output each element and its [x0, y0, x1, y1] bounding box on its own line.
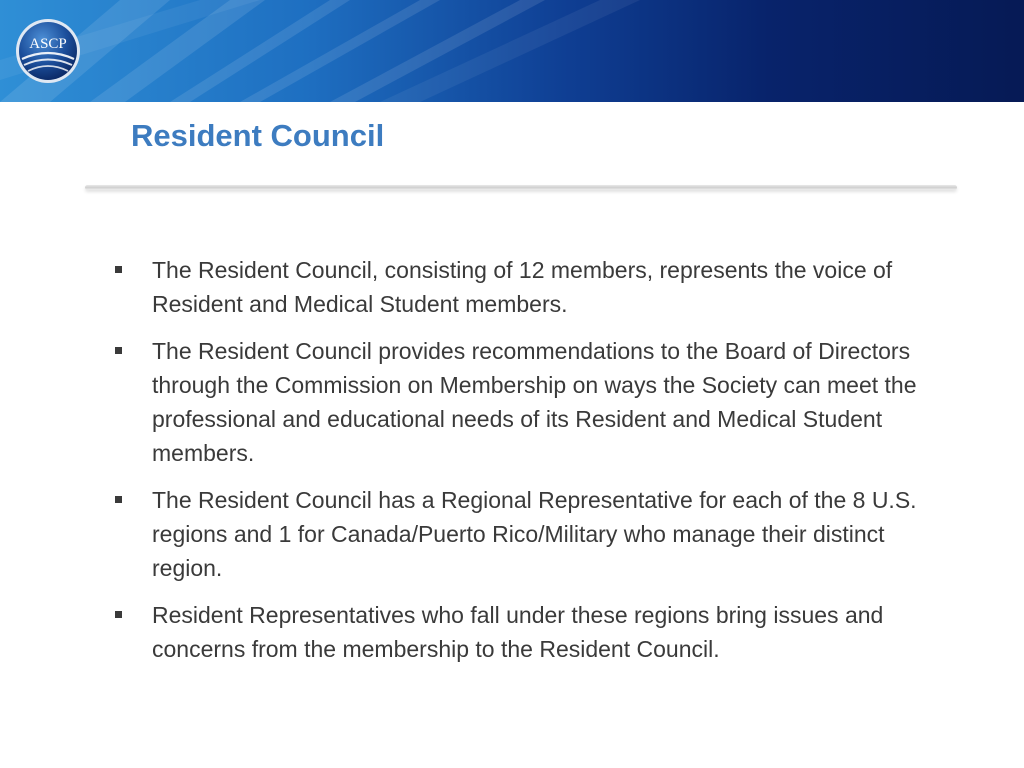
- bullet-item: [111, 334, 941, 470]
- bullet-list: [111, 253, 941, 679]
- bullet-item: [111, 483, 941, 585]
- bullet-text: The Resident Council, consisting of 12 members, represents the voice of Resident and Medical Student members.: [152, 257, 893, 317]
- square-bullet-icon: [115, 611, 122, 618]
- banner-streaks-decoration: [0, 0, 1024, 102]
- slide-title: Resident Council: [131, 118, 385, 153]
- square-bullet-icon: [115, 347, 122, 354]
- header-banner: [0, 0, 1024, 102]
- square-bullet-icon: [115, 266, 122, 273]
- square-bullet-icon: [115, 496, 122, 503]
- svg-text:ASCP: ASCP: [29, 36, 67, 52]
- bullet-item: [111, 253, 941, 321]
- bullet-text: The Resident Council provides recommendations to the Board of Directors through the Commission on Membership on ways the Society can meet the professional and educational needs of its Resident and Medical Student members.: [152, 338, 917, 466]
- bullet-text: Resident Representatives who fall under these regions bring issues and concerns from the membership to the Resident Council.: [152, 602, 884, 662]
- bullet-text: The Resident Council has a Regional Representative for each of the 8 U.S. regions and 1 for Canada/Puerto Rico/Military who manage their distinct region.: [152, 487, 917, 581]
- bullet-item: [111, 598, 941, 666]
- ascp-logo-icon: [14, 17, 82, 85]
- title-divider: [85, 185, 957, 190]
